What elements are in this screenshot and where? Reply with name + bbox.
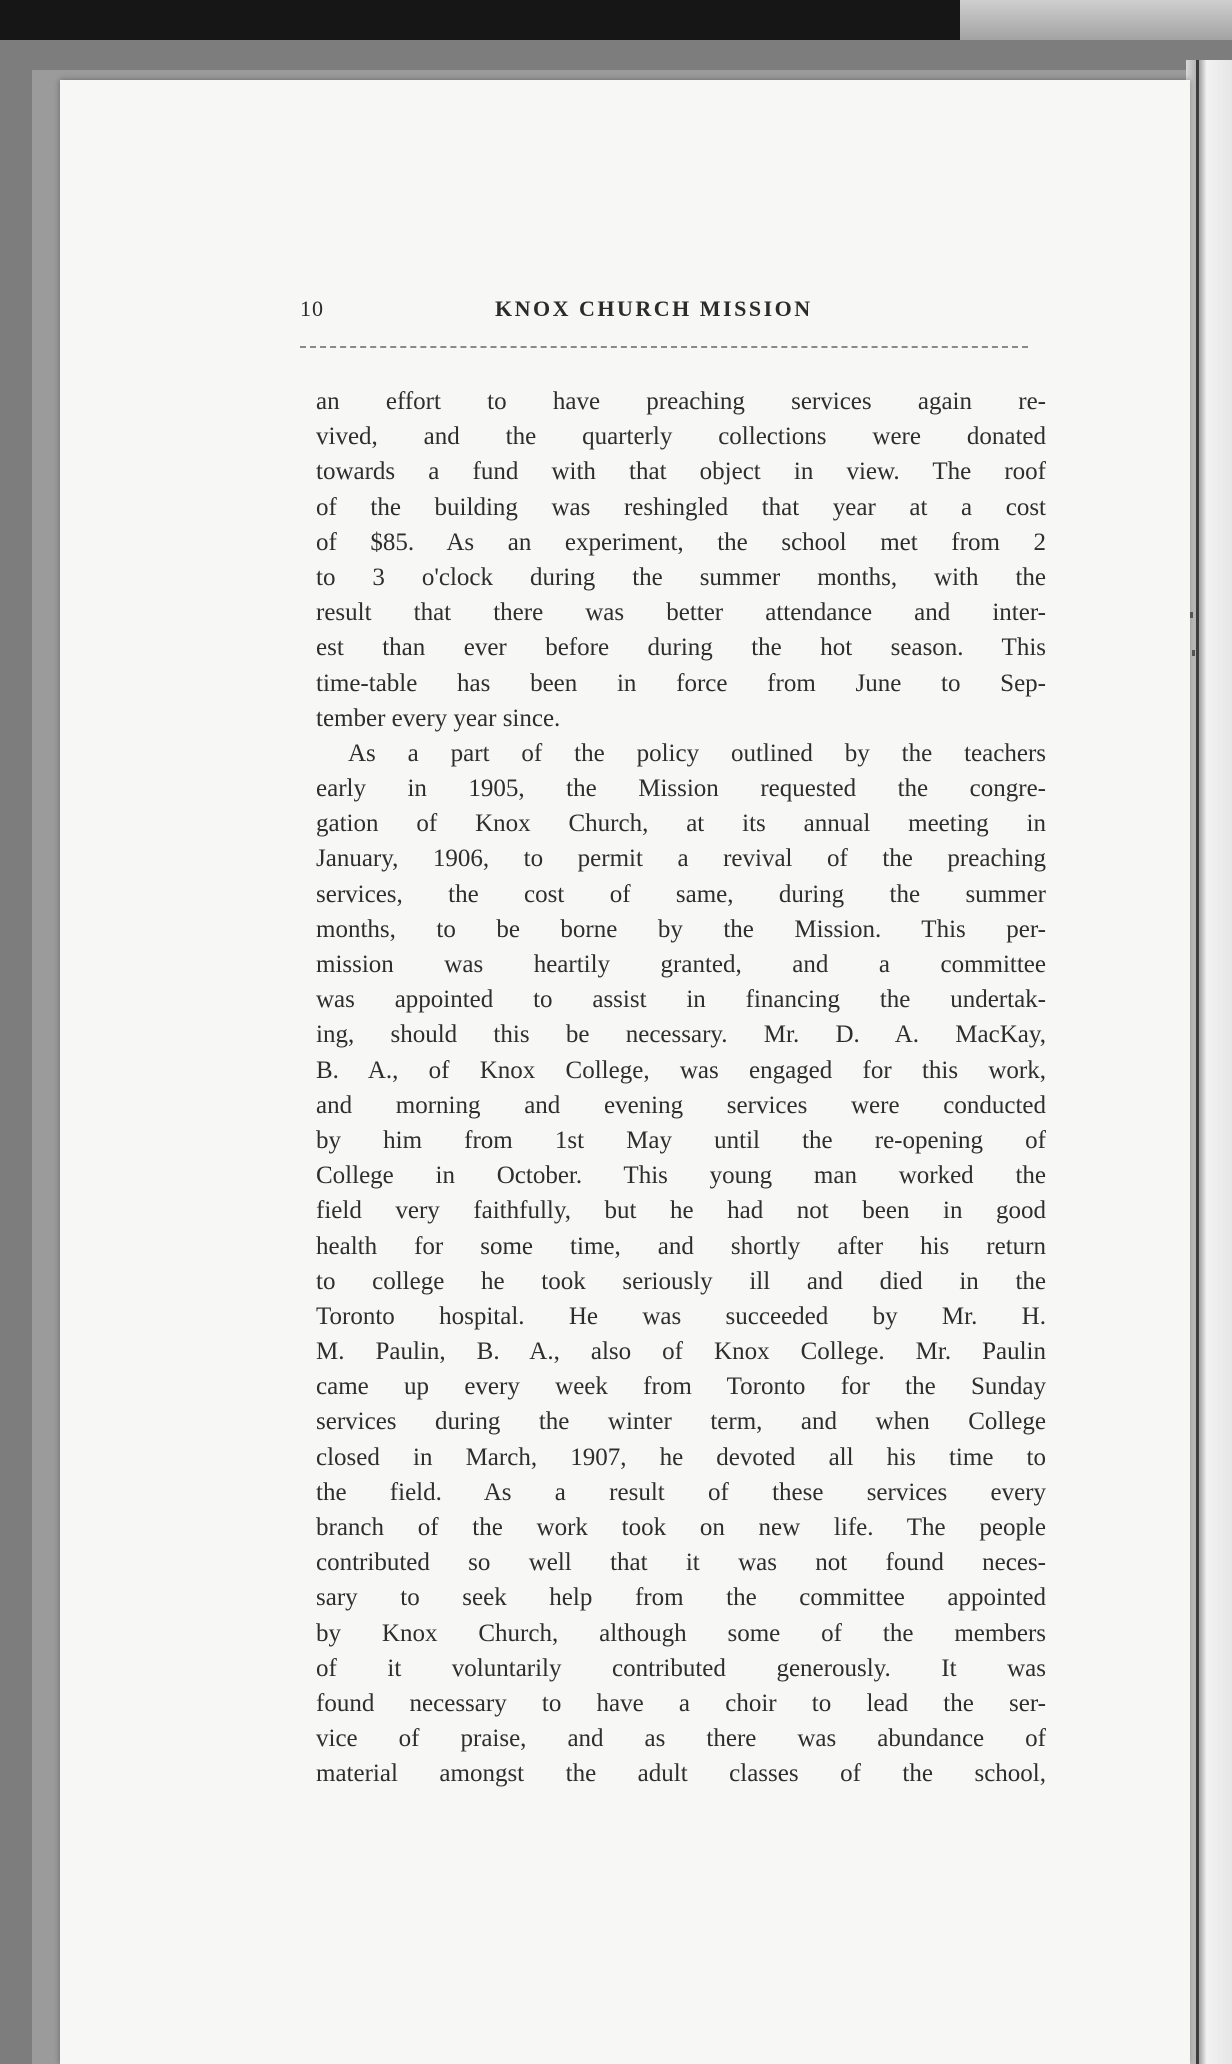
text-line: by Knox Church, although some of the members bbox=[316, 1619, 1046, 1647]
text-line: found necessary to have a choir to lead the ser- bbox=[316, 1689, 1046, 1717]
text-line: mission was heartily granted, and a committee bbox=[316, 951, 1046, 978]
text-line: services, the cost of same, during the summer bbox=[316, 880, 1046, 908]
text-line: of the building was reshingled that year at a cost bbox=[316, 493, 1046, 521]
text-line: months, to be borne by the Mission. This per- bbox=[316, 915, 1046, 943]
text-line: early in 1905, the Mission requested the congre- bbox=[316, 775, 1046, 803]
text-line: B. A., of Knox College, was engaged for this work, bbox=[316, 1056, 1046, 1084]
text-line: towards a fund with that object in view. The roof bbox=[316, 458, 1046, 486]
text-line: time-table has been in force from June to Sep- bbox=[316, 669, 1046, 697]
text-line: field very faithfully, but he had not been in good bbox=[316, 1197, 1046, 1225]
text-line: by him from 1st May until the re-opening of bbox=[316, 1126, 1046, 1154]
header-rule bbox=[300, 346, 1028, 348]
text-line: an effort to have preaching services again re- bbox=[316, 388, 1046, 415]
text-line: Toronto hospital. He was succeeded by Mr. H. bbox=[316, 1302, 1046, 1330]
text-line: of it voluntarily contributed generously. It was bbox=[316, 1654, 1046, 1682]
text-line: vived, and the quarterly collections were donated bbox=[316, 423, 1046, 451]
book-gutter-edge bbox=[1196, 60, 1199, 2064]
scan-speck bbox=[1192, 650, 1195, 656]
text-line: closed in March, 1907, he devoted all his time to bbox=[316, 1443, 1046, 1471]
text-line: tember every year since. bbox=[316, 704, 561, 732]
book-gutter bbox=[1186, 60, 1232, 2064]
text-line: to 3 o'clock during the summer months, with the bbox=[316, 563, 1046, 591]
text-line: branch of the work took on new life. The people bbox=[316, 1514, 1046, 1541]
text-line: est than ever before during the hot season. This bbox=[316, 634, 1046, 662]
page-number: 10 bbox=[300, 296, 324, 321]
text-line: contributed so well that it was not found neces- bbox=[316, 1549, 1046, 1577]
paragraph-1 bbox=[316, 384, 1046, 736]
body-text bbox=[316, 384, 1046, 1792]
running-head: KNOX CHURCH MISSION bbox=[495, 296, 813, 321]
text-line: was appointed to assist in financing the undertak- bbox=[316, 986, 1046, 1014]
text-line: the field. As a result of these services every bbox=[316, 1478, 1046, 1506]
page-header bbox=[300, 296, 1040, 326]
text-line: and morning and evening services were conducted bbox=[316, 1091, 1046, 1119]
text-line: came up every week from Toronto for the Sunday bbox=[316, 1373, 1046, 1401]
text-line: College in October. This young man worked the bbox=[316, 1162, 1046, 1190]
text-line: January, 1906, to permit a revival of the preaching bbox=[316, 845, 1046, 873]
text-line: gation of Knox Church, at its annual meeting in bbox=[316, 810, 1046, 838]
scan-speck bbox=[1190, 612, 1193, 618]
text-line: ing, should this be necessary. Mr. D. A. MacKay, bbox=[316, 1021, 1046, 1049]
text-line: As a part of the policy outlined by the teachers bbox=[348, 739, 1046, 767]
text-line: health for some time, and shortly after his return bbox=[316, 1232, 1046, 1260]
text-line: material amongst the adult classes of the school, bbox=[316, 1760, 1046, 1788]
text-line: result that there was better attendance and inter- bbox=[316, 599, 1046, 627]
text-line: M. Paulin, B. A., also of Knox College. Mr. Paulin bbox=[316, 1338, 1046, 1366]
text-line: vice of praise, and as there was abundance of bbox=[316, 1725, 1046, 1753]
text-line: of $85. As an experiment, the school met from 2 bbox=[316, 528, 1046, 556]
text-line: to college he took seriously ill and died in the bbox=[316, 1267, 1046, 1295]
text-line: sary to seek help from the committee appointed bbox=[316, 1584, 1046, 1612]
text-line: services during the winter term, and when College bbox=[316, 1408, 1046, 1436]
paragraph-2 bbox=[316, 736, 1046, 1792]
